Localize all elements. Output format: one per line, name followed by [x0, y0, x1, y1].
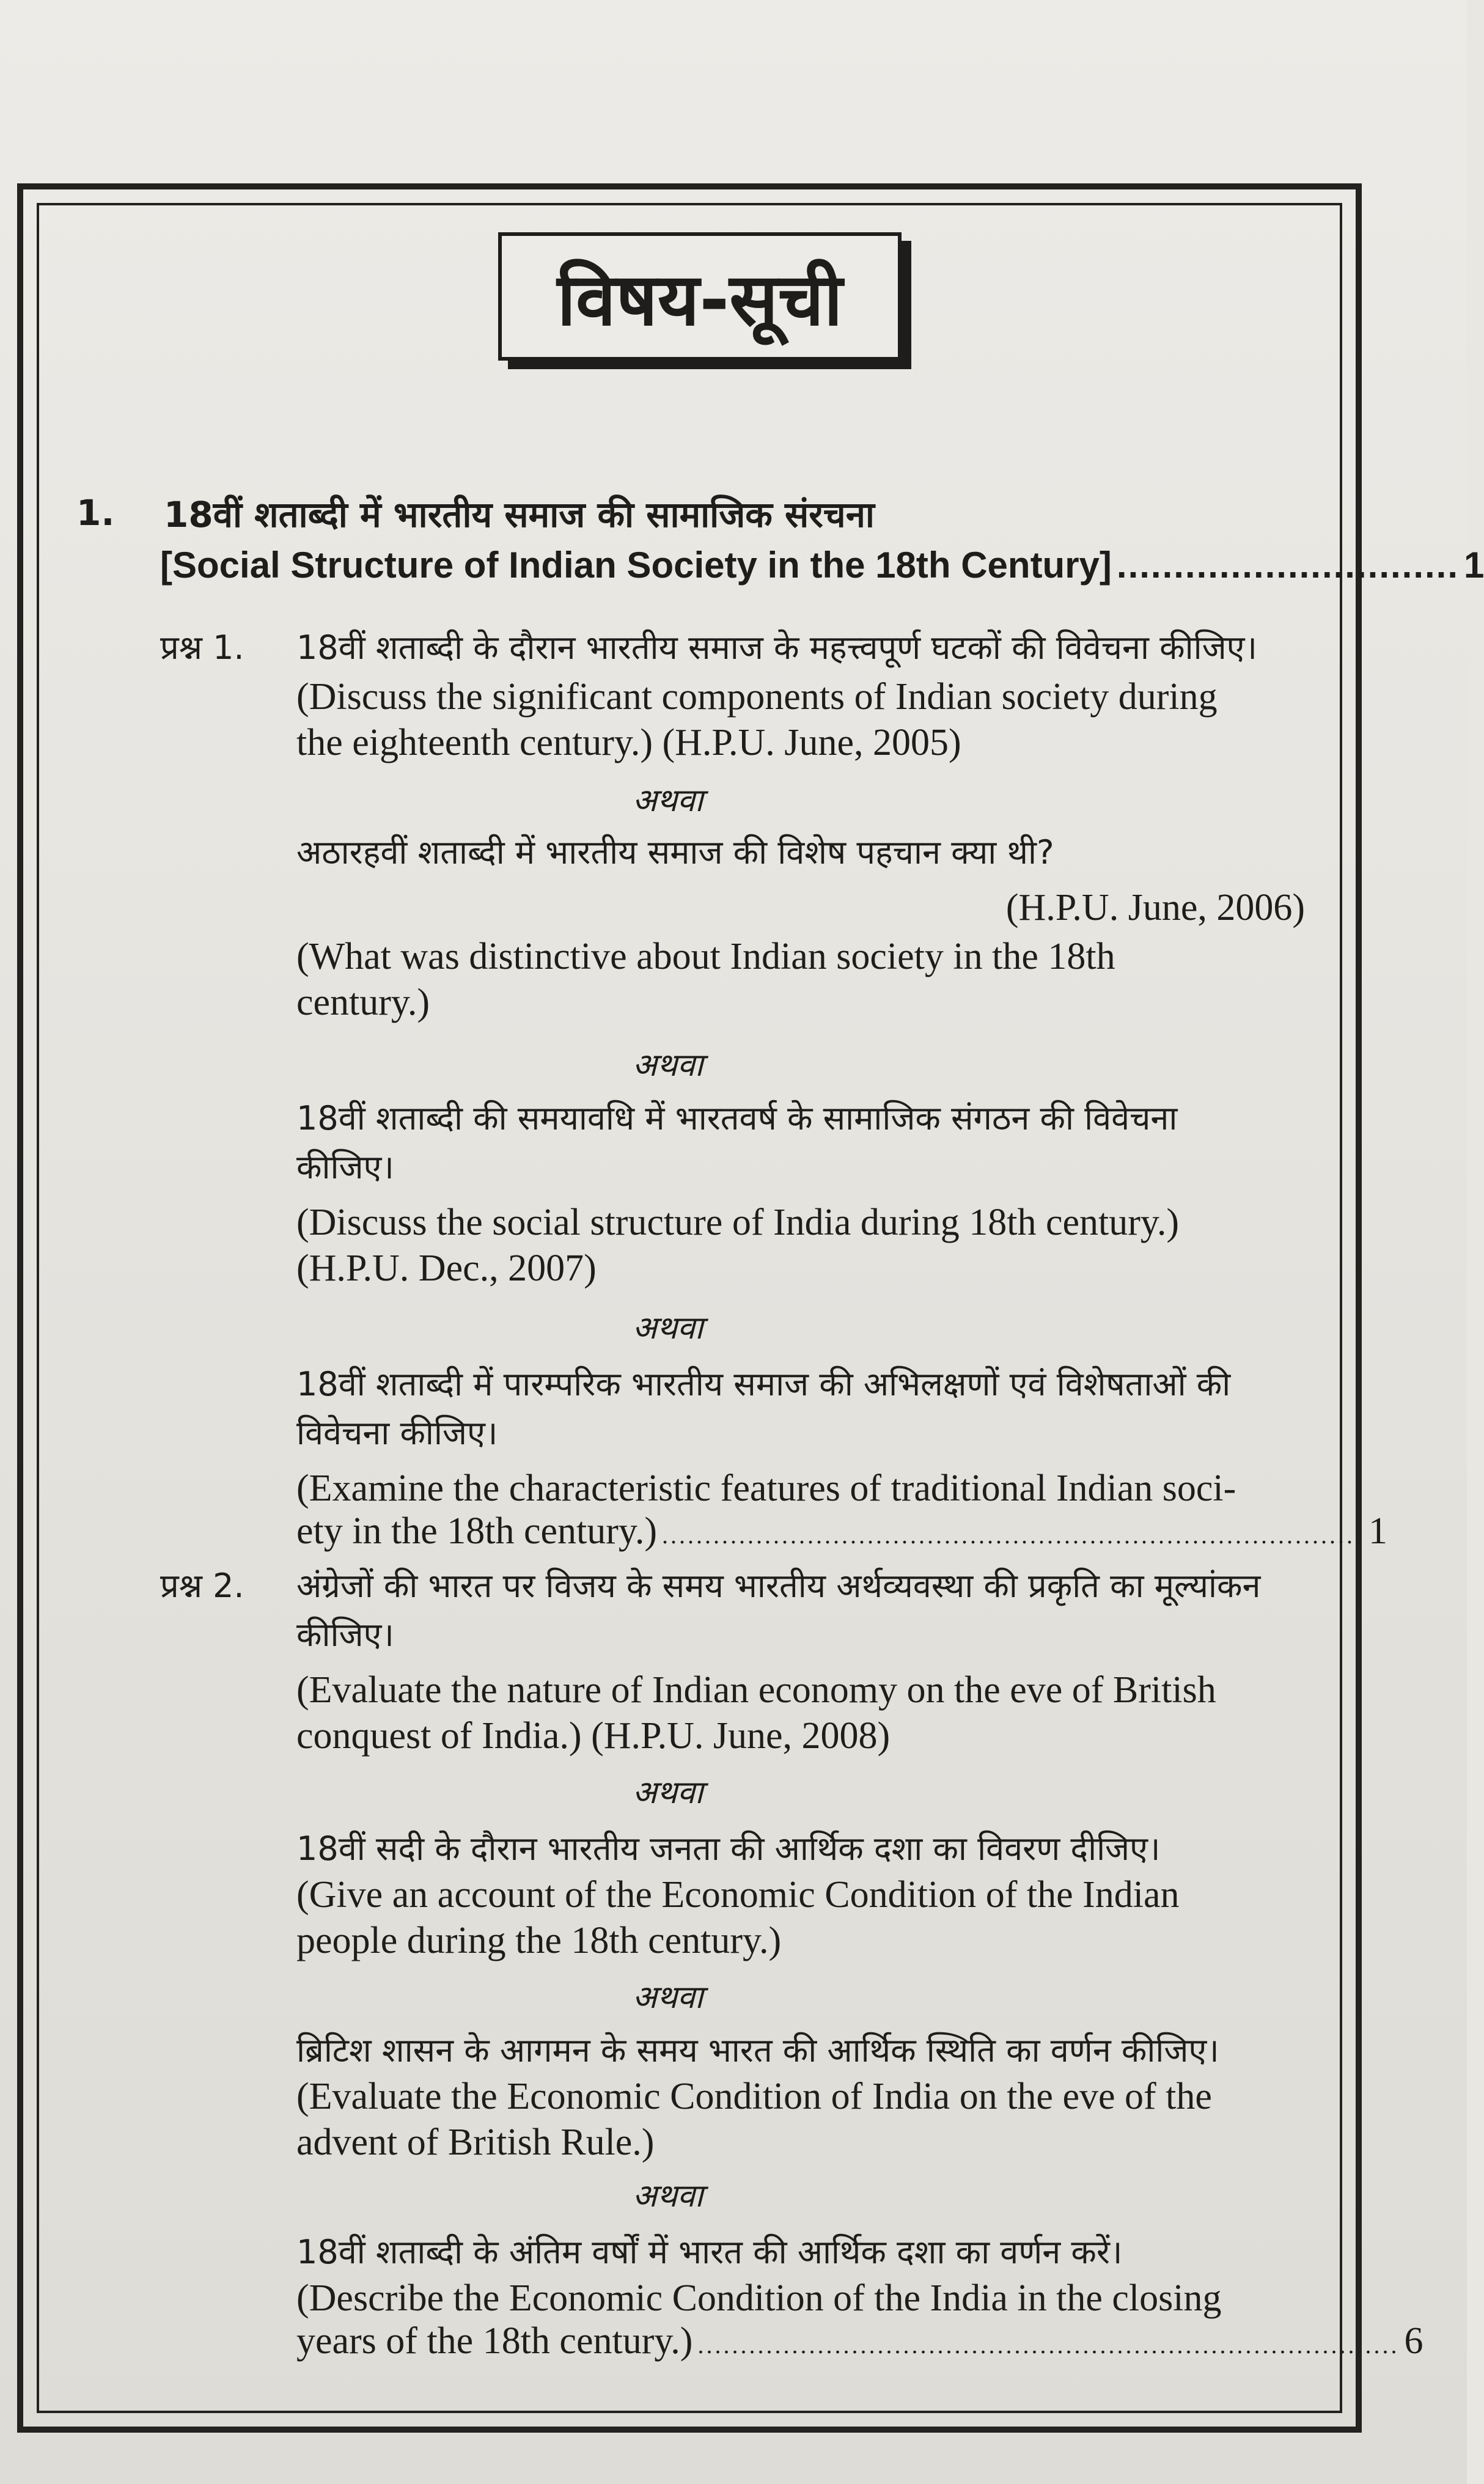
q2-english-2a: (Give an account of the Economic Condition of the Indian — [296, 1874, 1180, 1916]
q2-hindi-1a: अंग्रेजों की भारत पर विजय के समय भारतीय अर्थव्यवस्था की प्रकृति का मूल्यांकन — [296, 1567, 1261, 1605]
q1-leader-dots: .................................................................................. — [661, 1521, 1364, 1549]
q1-english-4b: ety in the 18th century.) — [296, 1510, 657, 1552]
q1-hindi-1: 18वीं शताब्दी के दौरान भारतीय समाज के महत्त्वपूर्ण घटकों की विवेचना कीजिए। — [296, 628, 1257, 667]
q2-english-1a: (Evaluate the nature of Indian economy on the eve of British — [296, 1669, 1216, 1711]
contents-title-box — [498, 232, 902, 361]
q2-last-line — [296, 2320, 1423, 2363]
q1-english-2a: (What was distinctive about Indian society in the 18th — [296, 936, 1115, 977]
q1-hindi-4b: विवेचना कीजिए। — [296, 1414, 498, 1452]
q2-english-4a: (Describe the Economic Condition of the India in the closing — [296, 2277, 1222, 2319]
q2-hindi-2: 18वीं सदी के दौरान भारतीय जनता की आर्थिक दशा का विवरण दीजिए। — [296, 1829, 1161, 1868]
q1-source-2: (H.P.U. June, 2006) — [1005, 887, 1305, 928]
q2-hindi-1b: कीजिए। — [296, 1615, 394, 1654]
q2-english-1b: conquest of India.) (H.P.U. June, 2008) — [296, 1715, 891, 1757]
chapter-title-hindi: 18वीं शताब्दी में भारतीय समाज की सामाजिक संरचना — [164, 494, 875, 535]
q1-english-3b: (H.P.U. Dec., 2007) — [296, 1248, 597, 1289]
q1-last-line — [296, 1510, 1387, 1553]
q2-english-3a: (Evaluate the Economic Condition of India on the eve of the — [296, 2076, 1212, 2117]
q1-page-number: 1 — [1368, 1510, 1387, 1552]
q1-english-3a: (Discuss the social structure of India during 18th century.) — [296, 1202, 1179, 1243]
chapter-title-english-row — [160, 544, 1484, 586]
q1-hindi-2: अठारहवीं शताब्दी में भारतीय समाज की विशेष पहचान क्या थी? — [296, 833, 1054, 872]
chapter-leader-dots: .............................. — [1116, 545, 1460, 586]
chapter-title-english: [Social Structure of Indian Society in the 18th Century] — [160, 545, 1112, 586]
q2-or-3: अथवा — [633, 2178, 703, 2214]
q1-english-2b: century.) — [296, 982, 430, 1023]
q1-or-3: अथवा — [633, 1310, 703, 1347]
chapter-number: 1. — [76, 492, 115, 534]
q1-english-4a: (Examine the characteristic features of traditional Indian soci- — [296, 1468, 1236, 1509]
q1-or-2: अथवा — [633, 1047, 703, 1084]
q2-page-number: 6 — [1404, 2320, 1423, 2362]
contents-title: विषय-सूची — [557, 257, 843, 342]
q1-hindi-3a: 18वीं शताब्दी की समयावधि में भारतवर्ष के सामाजिक संगठन की विवेचना — [296, 1099, 1178, 1137]
q1-english-1b: the eighteenth century.) (H.P.U. June, 2005) — [296, 722, 961, 763]
q2-leader-dots: .................................................................................. — [697, 2331, 1400, 2359]
q2-hindi-3: ब्रिटिश शासन के आगमन के समय भारत की आर्थिक स्थिति का वर्णन कीजिए। — [296, 2031, 1219, 2070]
q2-english-4b: years of the 18th century.) — [296, 2320, 693, 2362]
q1-hindi-4a: 18वीं शताब्दी में पारम्परिक भारतीय समाज की अभिलक्षणों एवं विशेषताओं की — [296, 1365, 1231, 1403]
q2-or-1: अथवा — [633, 1774, 703, 1811]
question-2-label: प्रश्न 2. — [160, 1567, 244, 1605]
q2-english-2b: people during the 18th century.) — [296, 1920, 782, 1961]
chapter-page-number: 1 — [1464, 545, 1484, 586]
q2-hindi-4: 18वीं शताब्दी के अंतिम वर्षों में भारत की आर्थिक दशा का वर्णन करें। — [296, 2233, 1123, 2271]
q1-hindi-3b: कीजिए। — [296, 1148, 394, 1186]
question-1-label: प्रश्न 1. — [160, 628, 244, 667]
q1-or-1: अथवा — [633, 782, 703, 819]
q2-or-2: अथवा — [633, 1979, 703, 2016]
q1-english-1a: (Discuss the significant components of Indian society during — [296, 676, 1218, 718]
q2-english-3b: advent of British Rule.) — [296, 2122, 655, 2163]
